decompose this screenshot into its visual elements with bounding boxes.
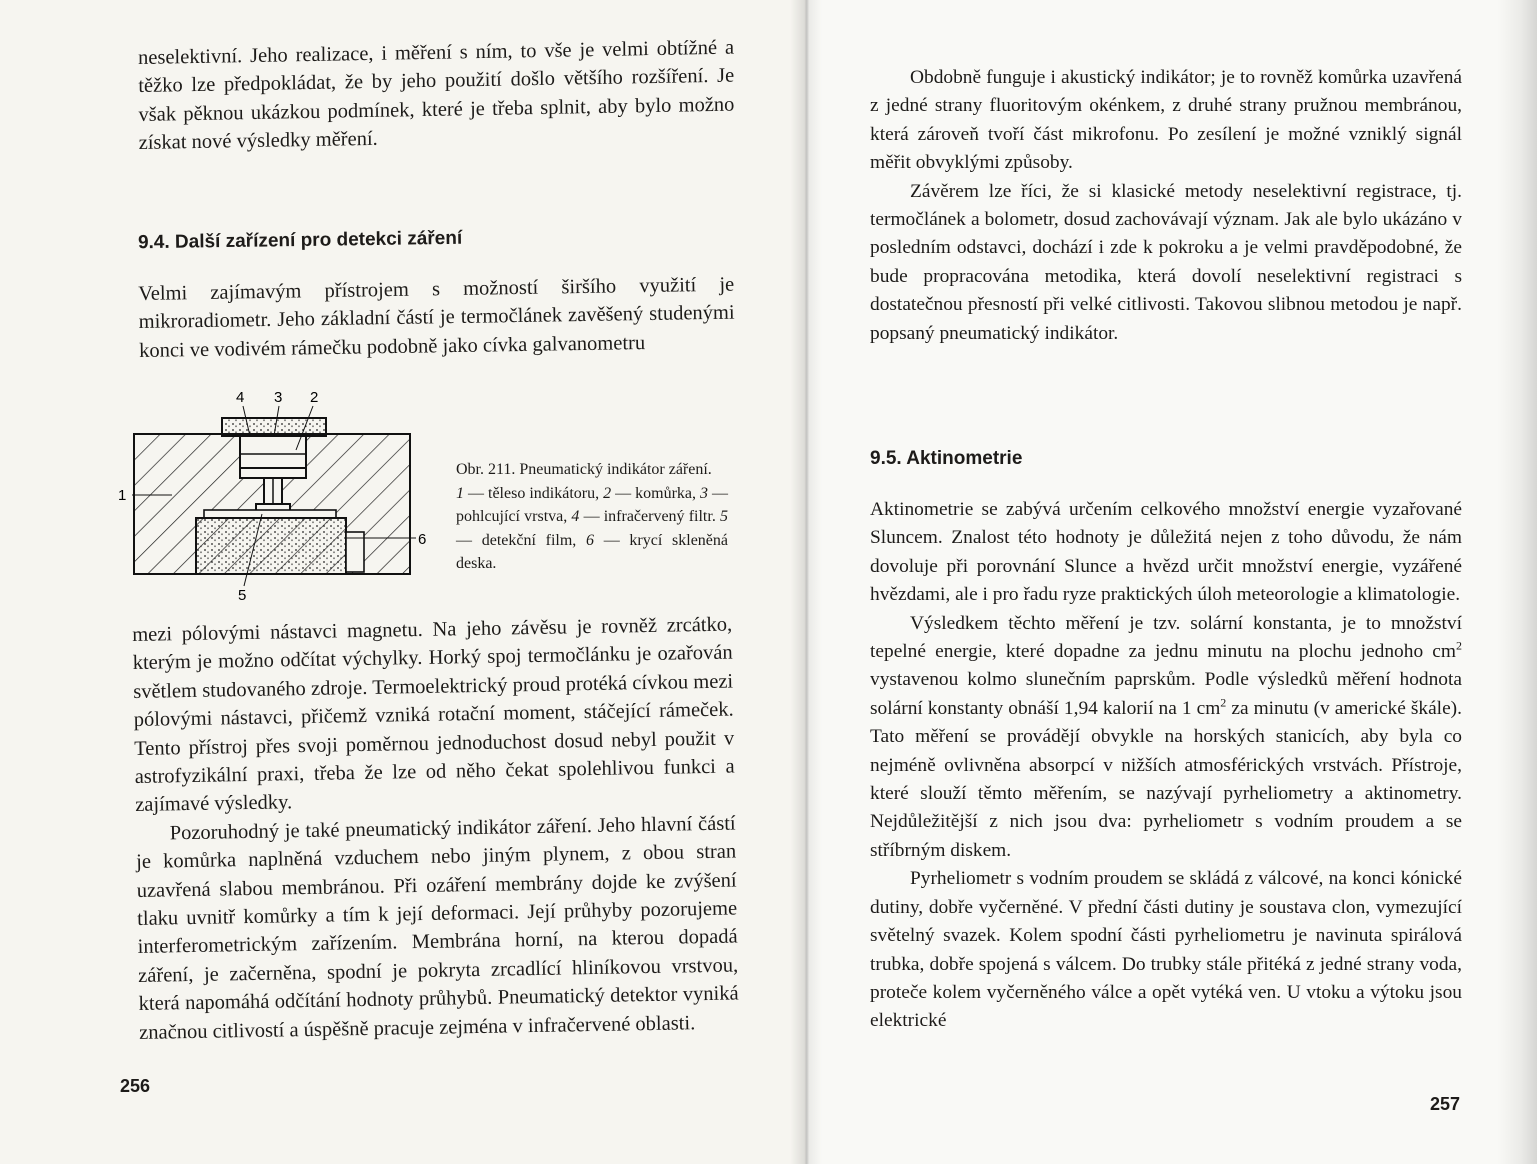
figure-label-4: 4 (236, 389, 245, 406)
solar-text-c: za minutu (v americké škále). Tato měření se provádějí obvykle na horských stanicích, aby byla co nejméně ovlivněna absorpcí v nižších atmosférických vrstvách. Přístroje, které slouží těmto měřením, se nazývají pyrheliometry a aktinometry. Nejdůležitější z nich jsou dva: pyrheliometr s vodním proudem a se stříbrným diskem. (870, 697, 1462, 861)
caption-head: Obr. 211. Pneumatický indikátor záření. (456, 461, 712, 478)
superscript-2b: 2 (1220, 695, 1227, 710)
paragraph-zaverem: Závěrem lze říci, že si klasické metody neselektivní registrace, tj. termočlánek a bolometr, dosud zachovávají význam. Jak ale bylo ukázáno v posledním odstavci, dochází i zde k pokroku a je velmi pravděpodobné, že bude propracována metodika, která dovolí neselektivní registraci s dostatečnou přesností při velké citlivosti. Takovou slibnou metodou je např. popsaný pneumatický indikátor. (870, 180, 1462, 344)
paragraph-neselektivni: neselektivní. Jeho realizace, i měření s ním, to vše je velmi obtížné a těžko lze předpokládat, že by jeho použití došlo většího rozšíření. Je však pěknou ukázkou podmínek, které je třeba splnit, aby bylo možno získat nové výsledky měření. (138, 36, 735, 155)
caption-n4: 4 (571, 508, 580, 526)
section-heading-9-4: 9.4. Další zařízení pro detekci záření (137, 227, 463, 254)
paragraph-pneumatic: Pozoruhodný je také pneumatický indikátor záření. Jeho hlavní částí je komůrka naplněná vzduchem nebo jiným plynem, z obou stran uzavřená slabou membránou. Při ozáření membrány dojde ke zvýšení tlaku uvnitř komůrky a tím k její deformaci. Její průhyby pozorujeme interferometrickým zařízením. Membrána horní, na kterou dopadá záření, je začerněna, spodní je pokryta zrcadlící hliníkovou vrstvou, která napomáhá odčítání hodnoty průhybů. Pneumatický detektor vyniká značnou citlivostí a úspěšně pracuje zejména v infračervené oblasti. (136, 812, 739, 1044)
figure-label-2: 2 (310, 389, 319, 406)
figure-label-1: 1 (118, 487, 127, 504)
glass-cover-plate (196, 518, 346, 574)
solar-text-b: vystavenou kolmo slunečním paprskům. Podle výsledků měření hodnota solární konstanty obnáší 1,94 kalorií na 1 cm (870, 669, 1462, 719)
paragraph-pyrheliometr: Pyrheliometr s vodním proudem se skládá z válcové, na konci kónické dutiny, dobře vyčerněné. V přední části dutiny je soustava clon, vymezující světelný svazek. Kolem spodní části pyrheliometru je navinuta spirálová trubka, dobře spojená s válcem. Do trubky stále přitéká z jedné strany voda, proteče kolem vyčerněného válce a opět vytéká ven. U vtoku a výtoku jsou elektrické (870, 868, 1462, 1032)
paragraph-aktinometrie: Aktinometrie se zabývá určením celkového množství energie vyzařované Sluncem. Znalost této hodnoty je důležitá nejen z toho důvodu, že nám dovoluje při porovnání Slunce a hvězd určit množství energie, vyzářené hvězdami, ale i pro řadu ryze praktických úloh meteorologie a klimatologie. (870, 499, 1462, 606)
figure-label-6: 6 (418, 531, 427, 548)
caption-n3: 3 (700, 484, 708, 502)
paragraph-mikroradiometr: Velmi zajímavým přístrojem s možností širšího využití je mikroradiometr. Jeho základní částí je termočlánek zavěšený studenými konci ve vodivém rámečku podobně jako cívka galvanometru (138, 273, 735, 362)
paragraph-solarni-konstanta (870, 610, 1462, 866)
superscript-2a: 2 (1456, 638, 1462, 653)
caption-n1: 1 (456, 484, 464, 502)
section-heading-9-5: 9.5. Aktinometrie (870, 448, 1023, 469)
right-paragraphs-bottom (870, 496, 1462, 1036)
figure-pneumatic-indicator (112, 380, 452, 600)
figure-label-5: 5 (238, 587, 247, 600)
left-paragraph-intro (138, 271, 735, 366)
caption-t5: — detekční film, (456, 531, 586, 549)
paragraph-magnet: mezi pólovými nástavci magnetu. Na jeho závěsu je rovněž zrcátko, kterým je možno odčítat výchylky. Horký spoj termočlánku je ozařován světlem studovaného zdroje. Termoelektrický proud protéká cívkou mezi pólovými nástavci, přičemž vzniká rotační moment, stáčející rámeček. Tento přístroj přes svoji poměrnou jednoduchost dosud nebyl použit v astrofyzikální praxi, třeba že lze od něho čekat spolehlivou funkci a zajímavé výsledky. (132, 613, 735, 817)
caption-n6: 6 (586, 531, 594, 549)
absorbing-layer (204, 510, 336, 518)
left-paragraph-continued (132, 611, 739, 1048)
figure-label-3: 3 (274, 389, 283, 406)
right-paragraphs-top (870, 64, 1462, 348)
chamber-upper (240, 436, 306, 478)
caption-t6: — krycí skleněná deska. (456, 531, 728, 573)
page-number-right: 257 (1430, 1094, 1461, 1114)
caption-n5: 5 (720, 508, 728, 526)
solar-text-a: Výsledkem těchto měření je tzv. solární konstanta, je to množství tepelné energie, které dopadne za jednu minutu na plochu jednoho cm (870, 612, 1462, 663)
caption-t1: — těleso indikátoru, (464, 484, 604, 502)
caption-t4: — infračervený filtr. (579, 508, 720, 526)
caption-t3: — pohlcující vrstva, (456, 484, 729, 526)
caption-n2: 2 (603, 484, 612, 502)
caption-t2: — komůrka, (611, 484, 700, 502)
left-paragraph-top (138, 34, 735, 158)
paragraph-akusticky: Obdobně funguje i akustický indikátor; je to rovněž komůrka uzavřená z jedné strany fluoritovým okénkem, z druhé strany pružnou membránou, která zároveň tvoří část mikrofonu. Po zesílení je možné vzniklý signál měřit obvyklými způsoby. (870, 67, 1462, 174)
right-page (806, 0, 1537, 1164)
page-number-left: 256 (120, 1076, 151, 1096)
figure-caption (456, 458, 728, 576)
